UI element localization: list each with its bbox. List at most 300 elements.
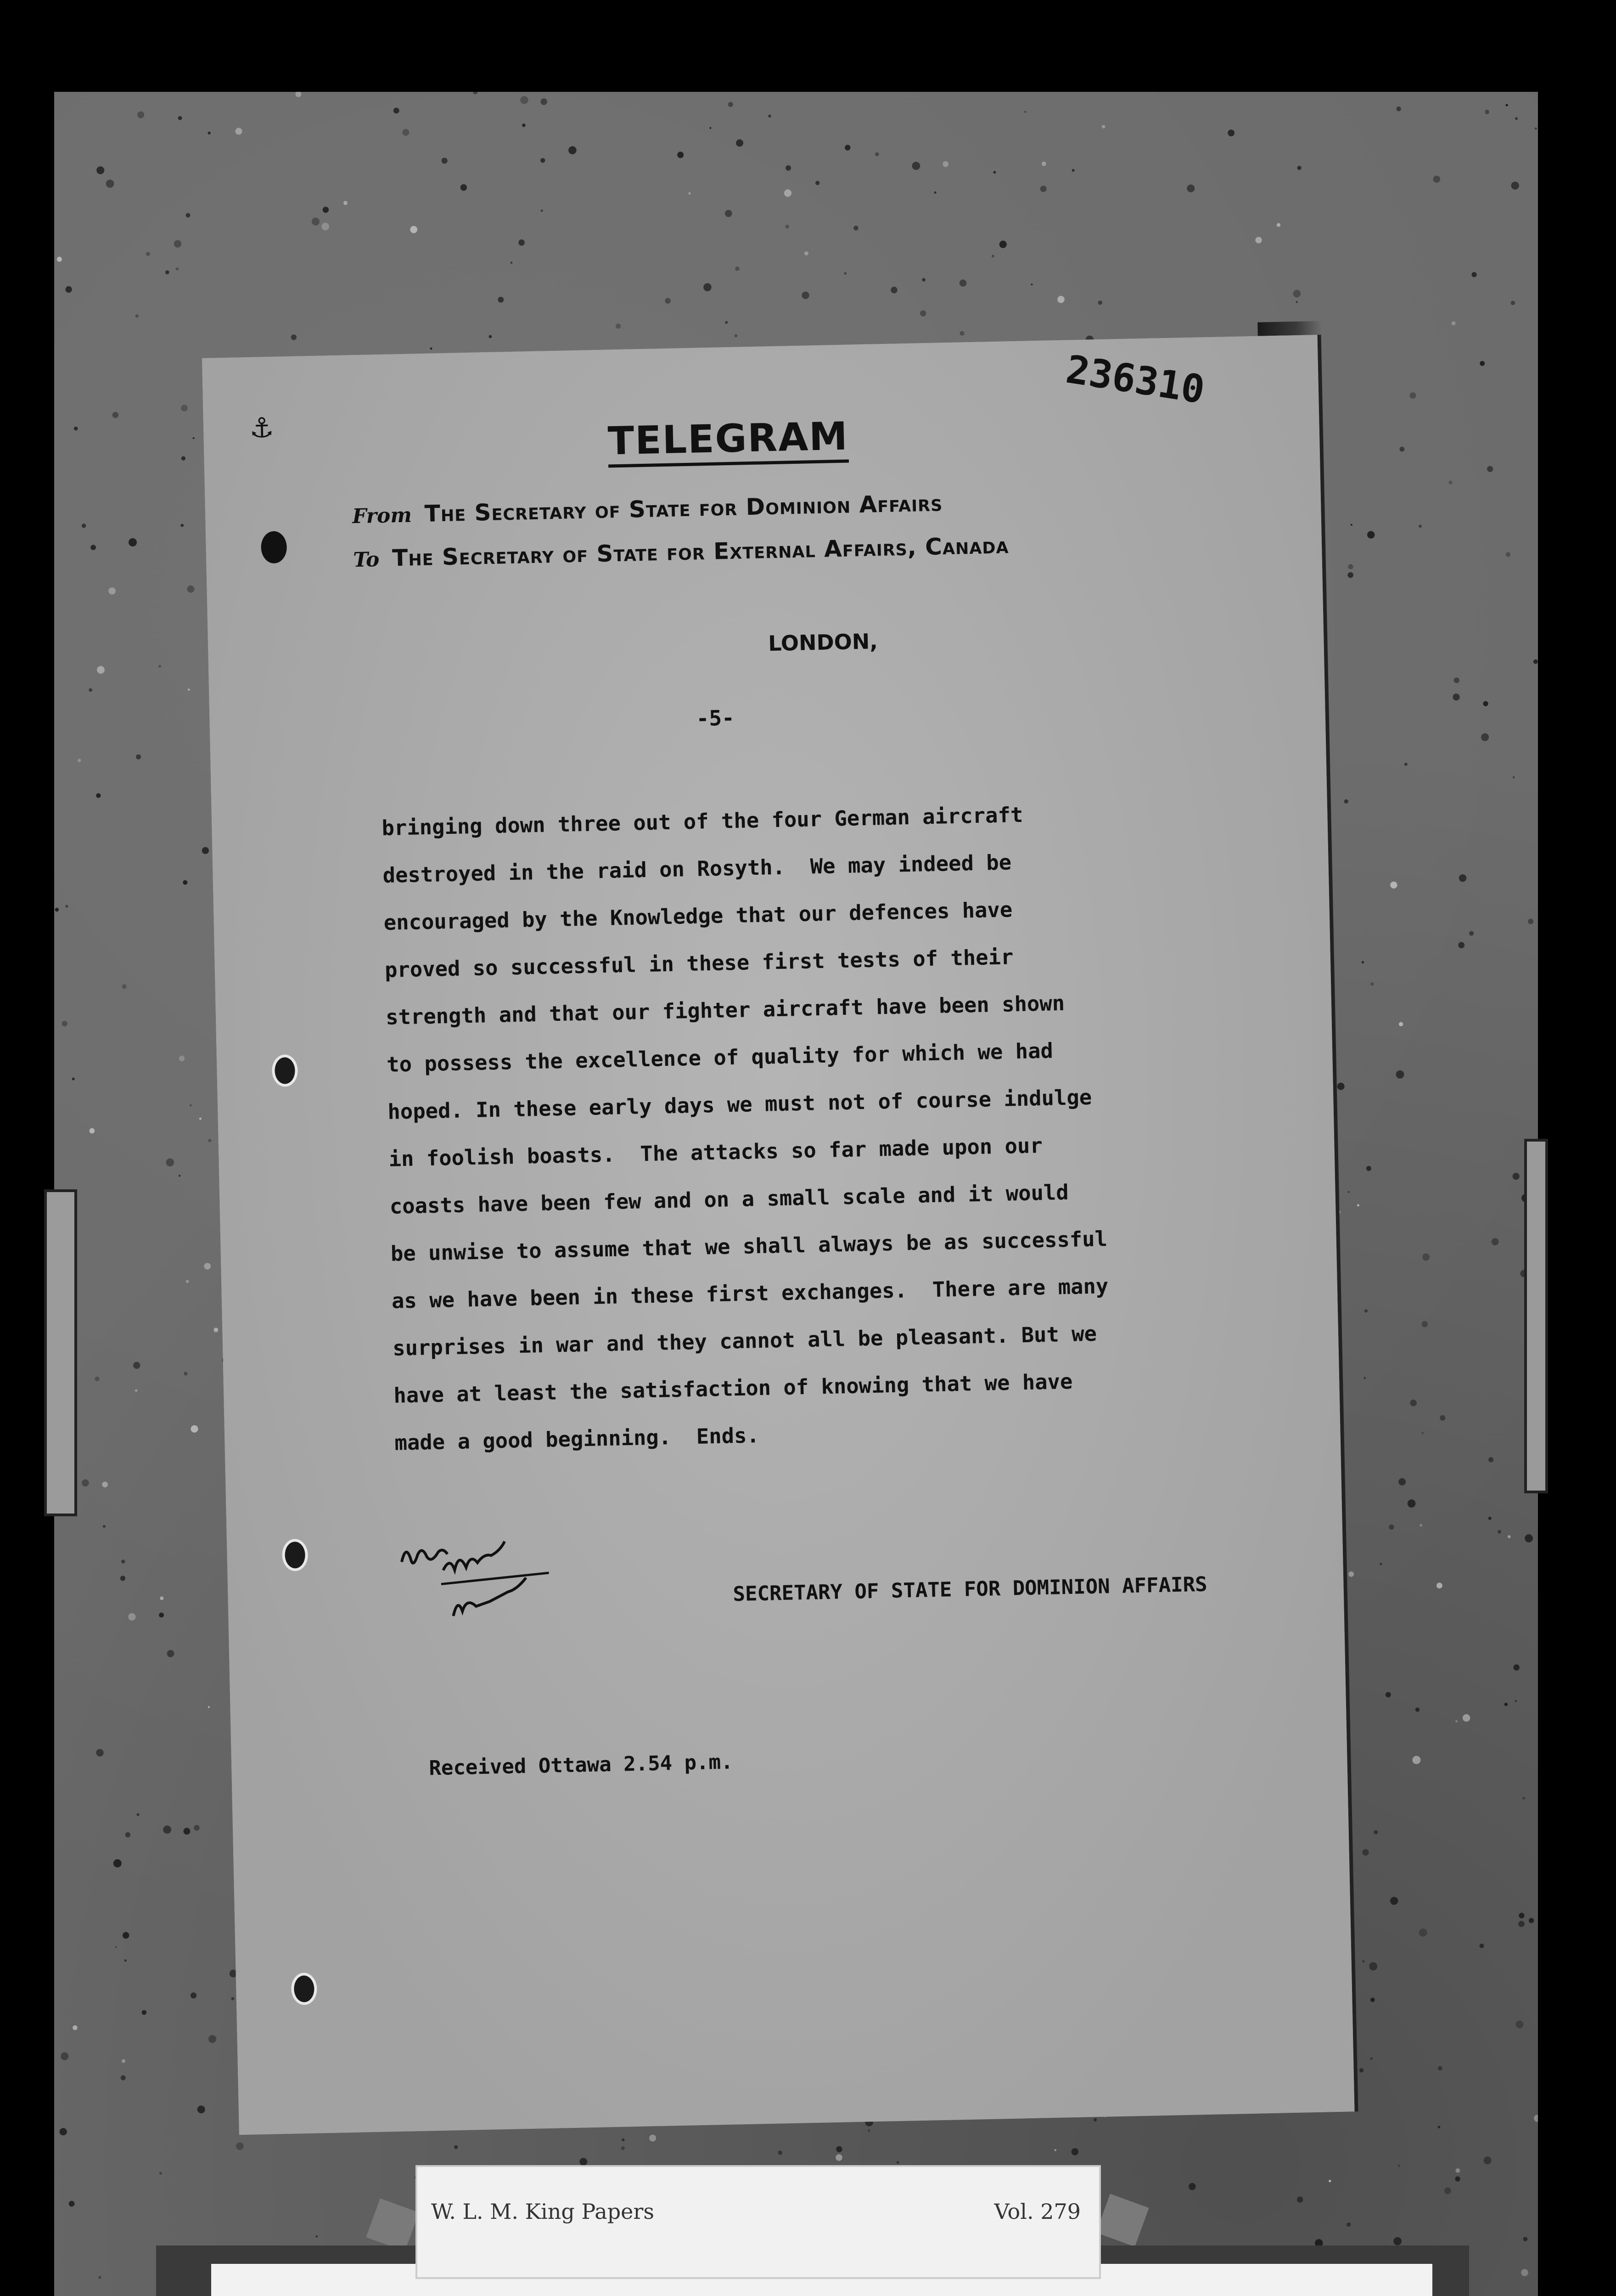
speckle — [1455, 2176, 1460, 2181]
speckle — [992, 255, 994, 258]
speckle — [1485, 110, 1489, 114]
speckle — [1504, 1703, 1508, 1706]
speckle — [1438, 2066, 1442, 2071]
speckle — [1511, 182, 1519, 190]
speckle — [1362, 961, 1364, 963]
body-line: hoped. In these early days we must not of course indulge — [387, 1085, 1092, 1124]
speckle — [725, 321, 728, 324]
speckle — [1419, 525, 1422, 528]
speckle — [323, 207, 329, 213]
speckle — [725, 210, 732, 217]
speckle — [518, 239, 525, 246]
speckle — [98, 2276, 101, 2279]
speckle — [1523, 2237, 1528, 2241]
speckle — [1436, 1583, 1442, 1589]
place-line: LONDON, — [768, 629, 878, 656]
speckle — [214, 1328, 219, 1332]
speckle — [204, 1263, 211, 1270]
speckle — [1347, 572, 1353, 578]
speckle — [1102, 125, 1105, 128]
speckle — [1366, 1166, 1371, 1171]
speckle — [1410, 392, 1416, 399]
speckle — [55, 908, 59, 912]
speckle — [993, 171, 996, 174]
speckle — [1516, 2020, 1524, 2028]
speckle — [89, 688, 92, 692]
speckle — [1519, 1913, 1524, 1918]
speckle — [1040, 186, 1047, 192]
speckle — [1364, 1377, 1366, 1379]
speckle — [1480, 1944, 1484, 1948]
speckle — [735, 334, 738, 338]
speckle — [160, 1597, 163, 1600]
speckle — [393, 108, 399, 114]
speckle — [1518, 1921, 1525, 1927]
speckle — [778, 2150, 782, 2155]
speckle — [1449, 481, 1453, 484]
speckle — [1412, 1756, 1420, 1764]
speckle — [1514, 1665, 1520, 1671]
speckle — [186, 1280, 189, 1283]
speckle — [178, 116, 182, 120]
speckle — [208, 2035, 216, 2043]
speckle — [1386, 1692, 1391, 1698]
speckle — [1369, 1962, 1377, 1970]
speckle — [1370, 982, 1374, 985]
speckle — [1400, 447, 1405, 452]
speckle — [1344, 799, 1348, 804]
speckle — [541, 98, 547, 105]
speckle — [1367, 531, 1375, 538]
speckle — [1521, 2269, 1528, 2276]
speckle — [1458, 942, 1464, 948]
to-label: To — [353, 548, 380, 572]
speckle — [402, 129, 409, 136]
speckle — [735, 267, 739, 271]
speckle — [73, 2026, 78, 2031]
speckle — [102, 1482, 108, 1488]
speckle — [69, 2201, 75, 2207]
speckle — [72, 1078, 75, 1080]
speckle — [1404, 763, 1408, 766]
speckle — [1072, 2148, 1079, 2155]
handwritten-initials — [397, 1527, 550, 1640]
speckle — [1187, 185, 1195, 192]
speckle — [473, 92, 477, 94]
speckle — [1359, 2068, 1364, 2072]
body-line: as we have been in these first exchanges. There are many — [391, 1274, 1109, 1313]
speckle — [999, 241, 1007, 248]
speckle — [853, 226, 858, 231]
speckle — [616, 324, 621, 329]
speckle — [1293, 290, 1301, 298]
speckle — [844, 272, 847, 275]
punch-hole — [272, 1054, 298, 1087]
speckle — [1296, 301, 1298, 303]
speckle — [1506, 552, 1510, 557]
speckle — [622, 2138, 624, 2141]
speckle — [1370, 2057, 1373, 2060]
speckle — [1329, 2180, 1331, 2182]
speckle — [296, 92, 302, 97]
speckle — [1390, 882, 1397, 889]
speckle — [410, 226, 417, 233]
body-line: made a good beginning. Ends. — [394, 1423, 760, 1455]
speckle — [1399, 1022, 1403, 1026]
speckle — [184, 1372, 187, 1375]
speckle — [163, 1825, 171, 1834]
speckle — [236, 2142, 244, 2150]
speckle — [875, 152, 879, 157]
speckle — [786, 165, 791, 171]
from-text: The Secretary of State for Dominion Affairs — [424, 490, 943, 527]
speckle — [82, 523, 86, 528]
speckle — [1438, 2126, 1441, 2128]
speckle — [804, 251, 808, 255]
speckle — [786, 225, 789, 229]
speckle — [1419, 1929, 1427, 1937]
speckle — [1440, 1415, 1445, 1421]
speckle — [1351, 524, 1352, 526]
speckle — [146, 252, 150, 256]
speckle — [96, 793, 101, 798]
speckle — [312, 218, 320, 225]
telegram-body — [381, 789, 1111, 1466]
speckle — [322, 223, 329, 230]
body-line: encouraged by the Knowledge that our defences have — [383, 897, 1013, 935]
speckle — [208, 1139, 211, 1142]
speckle — [677, 152, 684, 158]
speckle — [1535, 128, 1537, 129]
speckle — [1398, 2165, 1400, 2167]
speckle — [1454, 677, 1459, 683]
speckle — [122, 2059, 125, 2063]
speckle — [179, 1056, 185, 1061]
telegram-sheet — [202, 335, 1355, 2135]
speckle — [665, 298, 671, 304]
speckle — [1348, 1571, 1354, 1577]
right-binding-strip — [1524, 1139, 1548, 1493]
speckle — [1488, 1457, 1493, 1462]
speckle — [1522, 1797, 1525, 1800]
speckle — [836, 2154, 842, 2161]
speckle — [187, 585, 194, 593]
speckle — [922, 278, 926, 282]
speckle — [103, 1525, 106, 1528]
speckle — [208, 1706, 210, 1708]
speckle — [511, 262, 513, 264]
speckle — [689, 192, 691, 195]
body-line: to possess the excellence of quality for which we had — [386, 1038, 1054, 1077]
speckle — [115, 1946, 117, 1948]
speckle — [186, 213, 191, 218]
speckle — [1469, 931, 1474, 936]
speckle — [121, 1559, 125, 1563]
speckle — [1487, 466, 1493, 472]
speckle — [137, 112, 144, 118]
punch-hole — [291, 1973, 317, 2005]
speckle — [1031, 284, 1032, 286]
speckle — [65, 286, 72, 293]
speckle — [61, 2052, 68, 2060]
left-binding-strip — [44, 1189, 77, 1516]
to-text: The Secretary of State for External Affairs, Canada — [392, 532, 1010, 572]
speckle — [579, 2158, 587, 2166]
speckle — [1515, 117, 1518, 120]
speckle — [135, 1389, 138, 1392]
speckle — [1508, 1535, 1511, 1538]
speckle — [1408, 1499, 1416, 1508]
speckle — [167, 1650, 174, 1657]
speckle — [1420, 1524, 1422, 1527]
speckle — [166, 1159, 174, 1167]
speckle — [1347, 1191, 1349, 1193]
speckle — [122, 985, 127, 989]
speckle — [1529, 1918, 1534, 1923]
speckle — [62, 1021, 67, 1026]
speckle — [1348, 564, 1353, 569]
speckle — [208, 132, 211, 135]
speckle — [90, 545, 96, 550]
speckle — [1483, 701, 1488, 706]
speckle — [133, 1362, 140, 1369]
clip-mark: ⚓ — [249, 411, 275, 445]
speckle — [568, 146, 577, 154]
speckle — [1347, 2223, 1351, 2227]
speckle — [498, 297, 504, 303]
speckle — [891, 287, 897, 293]
speckle — [180, 524, 184, 527]
speckle — [522, 124, 526, 127]
speckle — [709, 127, 711, 129]
speckle — [1511, 301, 1515, 305]
speckle — [1453, 693, 1460, 700]
speckle — [540, 158, 545, 163]
speckle — [1277, 223, 1280, 227]
speckle — [191, 1992, 196, 1998]
signature-line: SECRETARY OF STATE FOR DOMINION AFFAIRS — [733, 1572, 1208, 1606]
speckle — [1525, 1534, 1533, 1542]
speckle — [123, 1932, 129, 1939]
speckle — [1534, 2115, 1538, 2122]
speckle — [197, 2105, 205, 2113]
speckle — [82, 1480, 89, 1487]
punch-hole — [261, 531, 287, 563]
speckle — [1057, 296, 1065, 303]
speckle — [108, 587, 116, 595]
speckle — [183, 880, 187, 885]
speckle — [112, 412, 119, 418]
body-line: proved so successful in these first tests of their — [384, 945, 1014, 982]
speckle — [1389, 1525, 1394, 1530]
speckle — [231, 1997, 235, 2000]
speckle — [1452, 321, 1456, 326]
speckle — [97, 666, 105, 674]
body-line: strength and that our fighter aircraft have been shown — [385, 990, 1065, 1030]
volume-number: Vol. 279 — [994, 2199, 1081, 2224]
speckle — [125, 1832, 130, 1837]
speckle — [520, 96, 528, 104]
speckle — [934, 191, 937, 194]
speckle — [65, 905, 68, 908]
speckle — [236, 128, 242, 135]
body-line: in foolish boasts. The attacks so far made upon our — [388, 1133, 1043, 1171]
speckle — [1498, 1530, 1501, 1534]
speckle — [1513, 1173, 1520, 1180]
speckle — [845, 145, 850, 150]
speckle — [920, 310, 926, 316]
speckle — [158, 665, 161, 668]
speckle — [1362, 1849, 1369, 1856]
speckle — [1297, 166, 1302, 170]
speckle — [1094, 2118, 1097, 2122]
speckle — [129, 538, 137, 546]
speckle — [621, 2146, 625, 2150]
collection-name: W. L. M. King Papers — [431, 2199, 654, 2224]
speckle — [1370, 1998, 1375, 2002]
speckle — [1444, 2187, 1451, 2194]
speckle — [1455, 1720, 1458, 1722]
speckle — [649, 2135, 656, 2142]
speckle — [1054, 2149, 1056, 2151]
speckle — [1471, 272, 1476, 277]
speckle — [1380, 1563, 1382, 1565]
speckle — [159, 2172, 163, 2175]
speckle — [1024, 111, 1026, 113]
telegram-heading: TELEGRAM — [607, 414, 849, 468]
speckle — [1492, 1238, 1499, 1245]
speckle — [960, 280, 967, 287]
speckle — [1255, 237, 1262, 243]
speckle — [784, 189, 791, 197]
speckle — [815, 181, 819, 185]
speckle — [95, 1377, 100, 1381]
speckle — [1481, 733, 1489, 741]
speckle — [1506, 104, 1508, 106]
speckle — [190, 1104, 191, 1106]
speckle — [943, 161, 948, 167]
speckle — [57, 257, 62, 262]
speckle — [1189, 2183, 1196, 2190]
speckle — [1042, 162, 1046, 166]
document-number-stamp: 236310 — [1063, 346, 1208, 413]
page-marker: -5- — [696, 705, 735, 731]
speckle — [137, 1813, 140, 1816]
speckle — [1072, 169, 1075, 172]
speckle — [703, 283, 712, 292]
to-row — [353, 532, 1009, 572]
speckle — [460, 184, 467, 191]
speckle — [1480, 361, 1485, 366]
speckle — [1357, 1204, 1359, 1206]
speckle — [176, 267, 179, 270]
speckle — [184, 1828, 191, 1835]
speckle — [96, 166, 104, 174]
speckle — [836, 2146, 842, 2152]
speckle — [1456, 2168, 1460, 2173]
speckle — [159, 1613, 164, 1618]
speckle — [1463, 1714, 1470, 1722]
speckle — [736, 139, 743, 146]
speckle — [128, 1613, 135, 1621]
speckle — [1398, 1478, 1406, 1486]
speckle — [1484, 2156, 1492, 2164]
speckle — [1515, 1700, 1517, 1702]
speckle — [1337, 1083, 1345, 1090]
body-line: bringing down three out of the four German aircraft — [381, 802, 1023, 841]
speckle — [193, 437, 195, 439]
body-line: have at least the satisfaction of knowing that we have — [393, 1369, 1073, 1408]
speckle — [1410, 1400, 1417, 1407]
speckle — [343, 201, 348, 205]
speckle — [1297, 2196, 1303, 2202]
speckle — [1393, 2237, 1402, 2245]
speckle — [728, 102, 733, 107]
speckle — [121, 2075, 126, 2080]
speckle — [1415, 1708, 1420, 1712]
speckle — [454, 2145, 458, 2149]
speckle — [291, 334, 297, 340]
speckle — [188, 688, 190, 691]
speckle — [802, 292, 809, 299]
speckle — [1228, 129, 1234, 136]
speckle — [60, 2128, 67, 2135]
speckle — [78, 759, 81, 762]
speckle — [96, 1749, 103, 1756]
speckle — [106, 180, 114, 188]
speckle — [1390, 1897, 1398, 1905]
speckle — [1488, 1517, 1492, 1520]
speckle — [1364, 1309, 1368, 1312]
body-line: destroyed in the raid on Rosyth. We may indeed be — [382, 850, 1012, 888]
speckle — [897, 2161, 899, 2164]
speckle — [912, 162, 920, 170]
speckle — [199, 1118, 202, 1120]
speckle — [442, 158, 448, 164]
speckle — [165, 270, 169, 275]
speckle — [1422, 1432, 1424, 1434]
speckle — [1528, 919, 1533, 924]
speckle — [113, 1859, 122, 1868]
speckle — [174, 240, 181, 248]
speckle — [135, 315, 139, 318]
speckle — [1459, 874, 1466, 882]
speckle — [124, 1959, 127, 1962]
speckle — [181, 405, 188, 411]
speckle — [74, 427, 78, 431]
punch-hole — [282, 1539, 308, 1571]
speckle — [489, 335, 492, 338]
speckle — [191, 1425, 198, 1433]
received-line: Received Ottawa 2.54 p.m. — [428, 1750, 734, 1780]
speckle — [120, 1576, 125, 1581]
body-line: surprises in war and they cannot all be pleasant. But we — [392, 1321, 1097, 1361]
speckle — [202, 847, 209, 854]
speckle — [768, 115, 771, 118]
speckle — [1433, 175, 1441, 183]
speckle — [1422, 1321, 1428, 1328]
speckle — [90, 1128, 95, 1134]
speckle — [960, 331, 965, 336]
speckle — [1374, 1830, 1378, 1835]
speckle — [142, 2010, 146, 2015]
speckle — [1363, 1960, 1365, 1963]
speckle — [1098, 300, 1102, 304]
body-line: be unwise to assume that we shall always be as successful — [390, 1227, 1108, 1266]
from-label: From — [352, 503, 412, 529]
speckle — [541, 209, 543, 212]
speckle — [1513, 776, 1515, 778]
